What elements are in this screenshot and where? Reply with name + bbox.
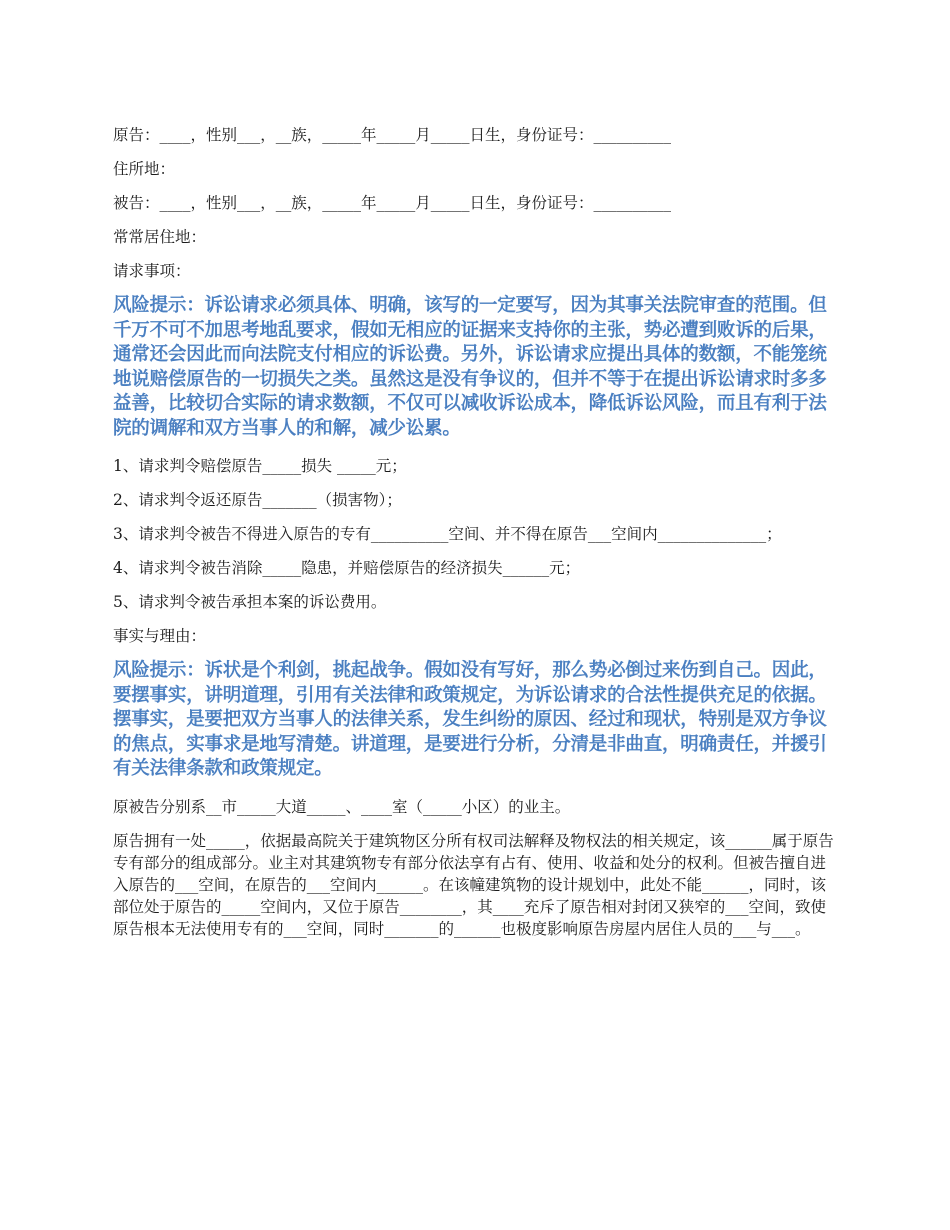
defendant-info: 被告：____，性别___，__族，_____年_____月_____日生，身份证号：__________ [113,194,672,212]
claim-item: 3、请求判令被告不得进入原告的专有__________空间、并不得在原告___空间内______________； [113,525,782,543]
defendant-address: 常常居住地： [113,228,207,246]
facts-paragraph: 原告拥有一处_____，依据最高院关于建筑物区分所有权司法解释及物权法的相关规定，该______属于原告专有部分的组成部分。业主对其建筑物专有部分依法享有占有、使用、收益和处分的权利。但被告擅自进入原告的___空间，在原告的___空间内______。在该幢建筑物的设计规划中，此处不能______，同时，该部位处于原告的_____空间内，又位于原告________，其____充斥了原告相对封闭又狭窄的___空间，致使原告根本无法使用专有的___空间，同时_______的______也极度影响原告房屋内居住人员的___与___。 [113,831,834,938]
facts-paragraph: 原被告分别系__市_____大道_____、____室（_____小区）的业主。 [113,797,571,816]
claims-heading: 请求事项： [113,262,191,280]
claim-item: 4、请求判令被告消除_____隐患，并赔偿原告的经济损失______元； [113,559,581,577]
claim-item: 5、请求判令被告承担本案的诉讼费用。 [113,593,387,611]
risk-tip-facts: 风险提示：诉状是个利剑，挑起战争。假如没有写好，那么势必倒过来伤到自己。因此，要摆事实，讲明道理，引用有关法律和政策规定，为诉讼请求的合法性提供充足的依据。摆事实，是要把双方当事人的法律关系，发生纠纷的原因、经过和现状，特别是双方争议的焦点，实事求是地写清楚。讲道理，是要进行分析，分清是非曲直，明确责任，并援引有关法律条款和政策规定。 [113,660,827,779]
risk-tip-claims: 风险提示：诉讼请求必须具体、明确，该写的一定要写，因为其事关法院审查的范围。但千万不可不加思考地乱要求，假如无相应的证据来支持你的主张，势必遭到败诉的后果，通常还会因此而向法院支付相应的诉讼费。另外，诉讼请求应提出具体的数额，不能笼统地说赔偿原告的一切损失之类。虽然这是没有争议的，但并不等于在提出诉讼请求时多多益善，比较切合实际的请求数额，不仅可以减收诉讼成本，降低诉讼风险，而且有利于法院的调解和双方当事人的和解，减少讼累。 [113,295,827,439]
plaintiff-info: 原告：____，性别___，__族，_____年_____月_____日生，身份证号：__________ [113,126,672,144]
facts-heading: 事实与理由： [113,627,207,645]
claim-item: 1、请求判令赔偿原告_____损失 _____元； [113,457,407,475]
plaintiff-address: 住所地： [113,160,176,178]
claim-item: 2、请求判令返还原告_______（损害物）； [113,491,402,509]
document-content [113,124,835,951]
